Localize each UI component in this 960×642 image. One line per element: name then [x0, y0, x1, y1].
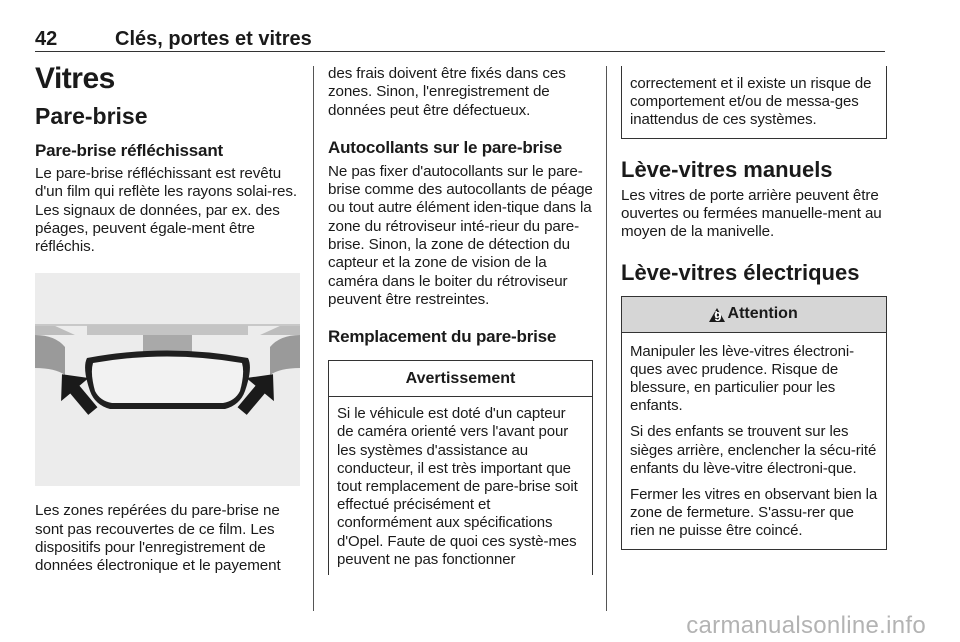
attention-box-title: [622, 297, 886, 333]
paragraph: Ne pas fixer d'autocollants sur le pare-brise comme des autocollants de péage ou tout autre élément iden-tique dans la zone du rétroviseur inté-rieur du pare-brise. Sinon, la zone de détection du capteur et la zone de vision de la caméra dans le boiter du rétroviseur peuvent être restreintes.: [328, 162, 593, 308]
mirror-arrows-drawing: [35, 273, 300, 486]
attention-paragraph: Manipuler les lève-vitres électroni-ques avec prudence. Risque de blessure, en particulier pour les enfants.: [630, 342, 854, 415]
warning-text: Si le véhicule est doté d'un capteur de caméra orienté vers l'avant pour les systèmes d'assistance au conducteur, il est très important que tout remplacement de pare-brise soit effectué précisément et conformément aux spécifications d'Opel. Faute de quoi ces systè-mes peuvent ne pas fonctionner: [337, 405, 578, 568]
mirror-glass: [92, 357, 243, 404]
section-heading: Lève-vitres électriques: [621, 259, 860, 285]
warning-box: [328, 360, 593, 575]
paragraph: Les vitres de porte arrière peuvent être ouvertes ou fermées manuelle-ment au moyen de la manivelle.: [621, 186, 882, 241]
subsection-heading: Autocollants sur le pare-brise: [328, 137, 562, 157]
section-heading: Pare-brise: [35, 103, 148, 129]
attention-paragraph: Si des enfants se trouvent sur les sièges arrière, enclencher la sécu-rité enfants du lève-vitre électroni-que.: [630, 423, 877, 477]
column-divider: [313, 66, 314, 611]
subsection-heading: Pare-brise réfléchissant: [35, 141, 223, 160]
attention-paragraph: Fermer les vitres en observant bien la zone de fermeture. S'assu-rer que rien ne puisse être coincé.: [630, 485, 878, 540]
chapter-title: Clés, portes et vitres: [115, 28, 312, 50]
attention-title: Attention: [727, 305, 798, 322]
paragraph: Le pare-brise réfléchissant est revêtu d'un film qui reflète les rayons solai-res. Les signaux de données, par ex. des péages, peuvent égale-ment être réfléchis.: [35, 165, 297, 256]
attention-number: 9: [714, 308, 722, 324]
column-3: [621, 60, 887, 550]
column-2: [328, 60, 593, 575]
section-heading: Lève-vitres manuels: [621, 156, 833, 182]
subsection-heading: Remplacement du pare-brise: [328, 327, 557, 347]
attention-box-body: [622, 333, 886, 549]
paragraph: Les zones repérées du pare-brise ne sont pas recouvertes de ce film. Les dispositifs pour l'enregistrement de données électronique et le payement: [35, 502, 281, 575]
section-title: Vitres: [35, 62, 115, 95]
warning-box-body: [622, 66, 886, 138]
warning-box-continuation: [621, 66, 887, 139]
attention-box: [621, 296, 887, 550]
paragraph: des frais doivent être fixés dans ces zones. Sinon, l'enregistrement de données peut être défectueux.: [328, 65, 566, 119]
windshield-illustration: [35, 273, 300, 486]
column-divider: [606, 66, 607, 611]
warning-box-body: [329, 397, 592, 575]
column-1: [35, 60, 300, 576]
warning-box-title: Avertissement: [329, 361, 592, 397]
watermark: carmanualsonline.info: [686, 612, 926, 639]
warning-text: correctement et il existe un risque de comportement et/ou de messa-ges inattendus de ces systèmes.: [630, 75, 872, 129]
page-header: [35, 28, 885, 52]
page-number: 42: [35, 28, 58, 50]
